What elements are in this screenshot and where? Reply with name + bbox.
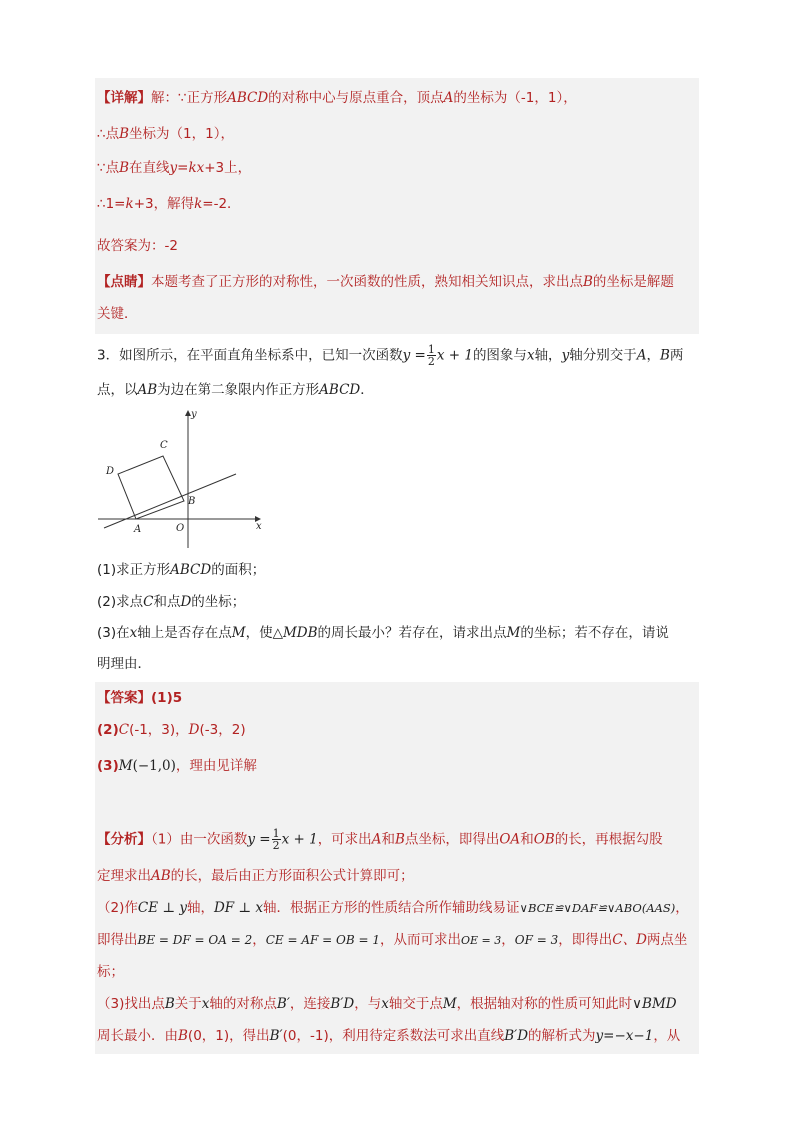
text: 轴， <box>186 900 214 916</box>
var: C、D <box>612 932 647 948</box>
var: C <box>143 594 154 610</box>
text: 两 <box>669 347 684 364</box>
answer-line-2 <box>97 720 246 740</box>
solution-line-6 <box>97 272 674 292</box>
equation-y: y = <box>402 347 426 364</box>
question-1 <box>97 560 265 580</box>
text: ， <box>646 347 660 364</box>
text: (2)求点 <box>97 594 144 610</box>
text: 解：∵正方形 <box>151 90 228 106</box>
solution-line-5: 故答案为：-2 <box>97 238 178 254</box>
text: 两点坐 <box>646 932 688 948</box>
var: B <box>583 274 593 290</box>
denominator: 2 <box>272 839 280 852</box>
analysis-line-3 <box>97 898 689 918</box>
note-tag: 【点睛】 <box>97 274 151 290</box>
solution-line-7: 关键． <box>97 306 138 322</box>
denominator: 2 <box>427 355 435 368</box>
text: (-3，2) <box>199 722 246 738</box>
numerator: 1 <box>427 343 435 356</box>
text: =-2． <box>202 196 241 212</box>
text: 的面积； <box>211 562 266 578</box>
text: 的图象与 <box>472 347 527 364</box>
text: (2) <box>97 722 119 738</box>
question-3-cont: 明理由． <box>97 656 151 672</box>
var: B <box>119 160 130 176</box>
text: (0，-1)，利用待定系数法可求出直线 <box>282 1028 505 1044</box>
text: (3) <box>97 758 119 774</box>
var: y <box>561 347 570 364</box>
text: 关于 <box>174 996 202 1012</box>
point: (−1,0) <box>132 758 176 774</box>
var: x <box>201 996 210 1012</box>
text: （2)作 <box>97 900 138 916</box>
text: 的长，再根据勾股 <box>554 831 663 848</box>
var: B′D <box>504 1028 529 1044</box>
answer-line-1 <box>97 688 182 708</box>
text: 的坐标；若不存在，请说 <box>520 625 669 641</box>
label-y: y <box>191 409 197 420</box>
text: 轴．根据正方形的性质结合所作辅助线易证 <box>263 900 520 916</box>
var: OA <box>499 831 521 848</box>
detail-tag: 【详解】 <box>97 90 151 106</box>
text: 轴分别交于 <box>569 347 637 364</box>
var: B′D <box>330 996 355 1012</box>
math: BE = DF = OA = 2 <box>137 933 253 947</box>
var: C <box>118 722 130 738</box>
numerator: 1 <box>272 827 280 840</box>
text: 的长，最后由正方形面积公式计算即可； <box>170 868 414 884</box>
text: ， <box>501 932 515 948</box>
text: ， <box>252 932 266 948</box>
equation-tail: x + 1 <box>281 831 318 848</box>
text: ∵点 <box>97 160 120 176</box>
var: B <box>394 831 405 848</box>
text: 为边在第二象限内作正方形 <box>157 382 320 398</box>
text: 的坐标为（-1，1）， <box>453 90 577 106</box>
analysis-tag: 【分析】 <box>97 831 151 848</box>
var: A <box>371 831 382 848</box>
var: B <box>119 126 130 142</box>
text: (0，1)，得出 <box>187 1028 270 1044</box>
text: ， <box>675 900 689 916</box>
text: 轴， <box>534 347 562 364</box>
analysis-line-2 <box>97 866 414 886</box>
text: ，使△ <box>245 625 283 641</box>
text: 3．如图所示，在平面直角坐标系中，已知一次函数 <box>97 347 403 364</box>
analysis-line-5: 标； <box>97 964 124 980</box>
text: (1)5 <box>151 690 183 706</box>
var: B′ <box>269 1028 283 1044</box>
text: ，与 <box>354 996 382 1012</box>
analysis-line-7 <box>97 1026 680 1046</box>
math: ∨BMD <box>632 996 677 1012</box>
text: +3，解得 <box>133 196 195 212</box>
label-x: x <box>256 521 262 532</box>
text: （3)找出点 <box>97 996 165 1012</box>
text: 轴交于点 <box>388 996 443 1012</box>
fraction-half <box>272 828 281 851</box>
text: +3上， <box>204 160 252 176</box>
math: CE = AF = OB = 1 <box>265 933 380 947</box>
var: ABCD <box>227 90 269 106</box>
text: ，根据轴对称的性质可知此时 <box>456 996 633 1012</box>
var: B <box>164 996 175 1012</box>
label-d: D <box>106 466 115 477</box>
var: x <box>381 996 389 1012</box>
problem-3-line-2 <box>97 380 374 400</box>
text: 本题考查了正方形的对称性，一次函数的性质，熟知相关知识点，求出点 <box>151 274 583 290</box>
var: ABCD <box>170 562 212 578</box>
text: 的对称中心与原点重合，顶点 <box>268 90 444 106</box>
text: ，理由见详解 <box>175 758 257 774</box>
text: （1）由一次函数 <box>151 831 248 848</box>
text: 点坐标，即得出 <box>404 831 500 848</box>
math: CE ⊥ y <box>137 900 187 916</box>
text: 的坐标是解题 <box>592 274 674 290</box>
var: AB <box>137 382 158 398</box>
square-abcd <box>118 456 184 519</box>
text: (1)求正方形 <box>97 562 171 578</box>
equation-tail: x + 1 <box>436 347 473 364</box>
text: 周长最小．由 <box>97 1028 178 1044</box>
text: 和点 <box>153 594 181 610</box>
text: 的周长最小？若存在，请求出点 <box>317 625 507 641</box>
label-b: B <box>188 496 196 507</box>
solution-line-4 <box>97 194 241 214</box>
var: B <box>178 1028 188 1044</box>
text: ，从而可求出 <box>380 932 461 948</box>
var: D <box>180 594 192 610</box>
text: (3)在 <box>97 625 130 641</box>
text: 和 <box>520 831 534 848</box>
var: A <box>636 347 647 364</box>
label-a: A <box>134 524 142 535</box>
math: DF ⊥ x <box>213 900 264 916</box>
var: MDB <box>282 625 318 641</box>
equation-y: y = <box>247 831 271 848</box>
text: (-1，3)， <box>129 722 189 738</box>
analysis-line-6 <box>97 994 677 1014</box>
problem-3-line-1 <box>97 344 683 367</box>
var: B <box>659 347 670 364</box>
analysis-line-1 <box>97 828 663 851</box>
text: 轴上是否存在点 <box>137 625 232 641</box>
text: ∴1= <box>97 196 126 212</box>
text: 和 <box>381 831 395 848</box>
math: ∨BCE≌∨DAF≌∨ABO(AAS) <box>519 901 676 915</box>
var: x <box>526 347 535 364</box>
text: 点，以 <box>97 382 138 398</box>
var: k <box>125 196 134 212</box>
text: ，从 <box>653 1028 681 1044</box>
solution-line-1 <box>97 88 577 108</box>
var: M <box>506 625 521 641</box>
function-line <box>104 474 236 528</box>
label-o: O <box>176 523 185 534</box>
text: 轴的对称点 <box>209 996 277 1012</box>
answer-tag: 【答案】 <box>97 690 151 706</box>
var: OB <box>533 831 555 848</box>
text: ，即得出 <box>558 932 613 948</box>
math: OF = 3 <box>514 933 559 947</box>
var: M <box>231 625 246 641</box>
text: ． <box>360 382 374 398</box>
var: M <box>442 996 457 1012</box>
solution-line-3 <box>97 158 251 178</box>
coordinate-figure <box>96 408 268 550</box>
var: AB <box>151 868 171 884</box>
var: ABCD <box>319 382 361 398</box>
text: 的解析式为 <box>528 1028 596 1044</box>
text: 定理求出 <box>97 868 151 884</box>
text: 在直线 <box>129 160 170 176</box>
text: ，可求出 <box>317 831 372 848</box>
var: M <box>118 758 133 774</box>
text: 坐标为（1，1）， <box>129 126 234 142</box>
text: ，连接 <box>289 996 331 1012</box>
question-2 <box>97 592 245 612</box>
question-3 <box>97 623 669 643</box>
math: y=−x−1 <box>595 1028 654 1044</box>
var: A <box>443 90 454 106</box>
var: B′ <box>276 996 290 1012</box>
math: OE = 3 <box>461 934 502 947</box>
var: x <box>129 625 138 641</box>
analysis-line-4 <box>97 930 687 951</box>
var: k <box>194 196 203 212</box>
text: ∴点 <box>97 126 120 142</box>
var: D <box>188 722 200 738</box>
var: y=kx <box>169 160 205 176</box>
solution-line-2 <box>97 124 234 144</box>
text: 的坐标； <box>191 594 246 610</box>
fraction-half <box>427 344 436 367</box>
label-c: C <box>160 440 168 451</box>
answer-line-3 <box>97 756 257 776</box>
text: 即得出 <box>97 932 138 948</box>
